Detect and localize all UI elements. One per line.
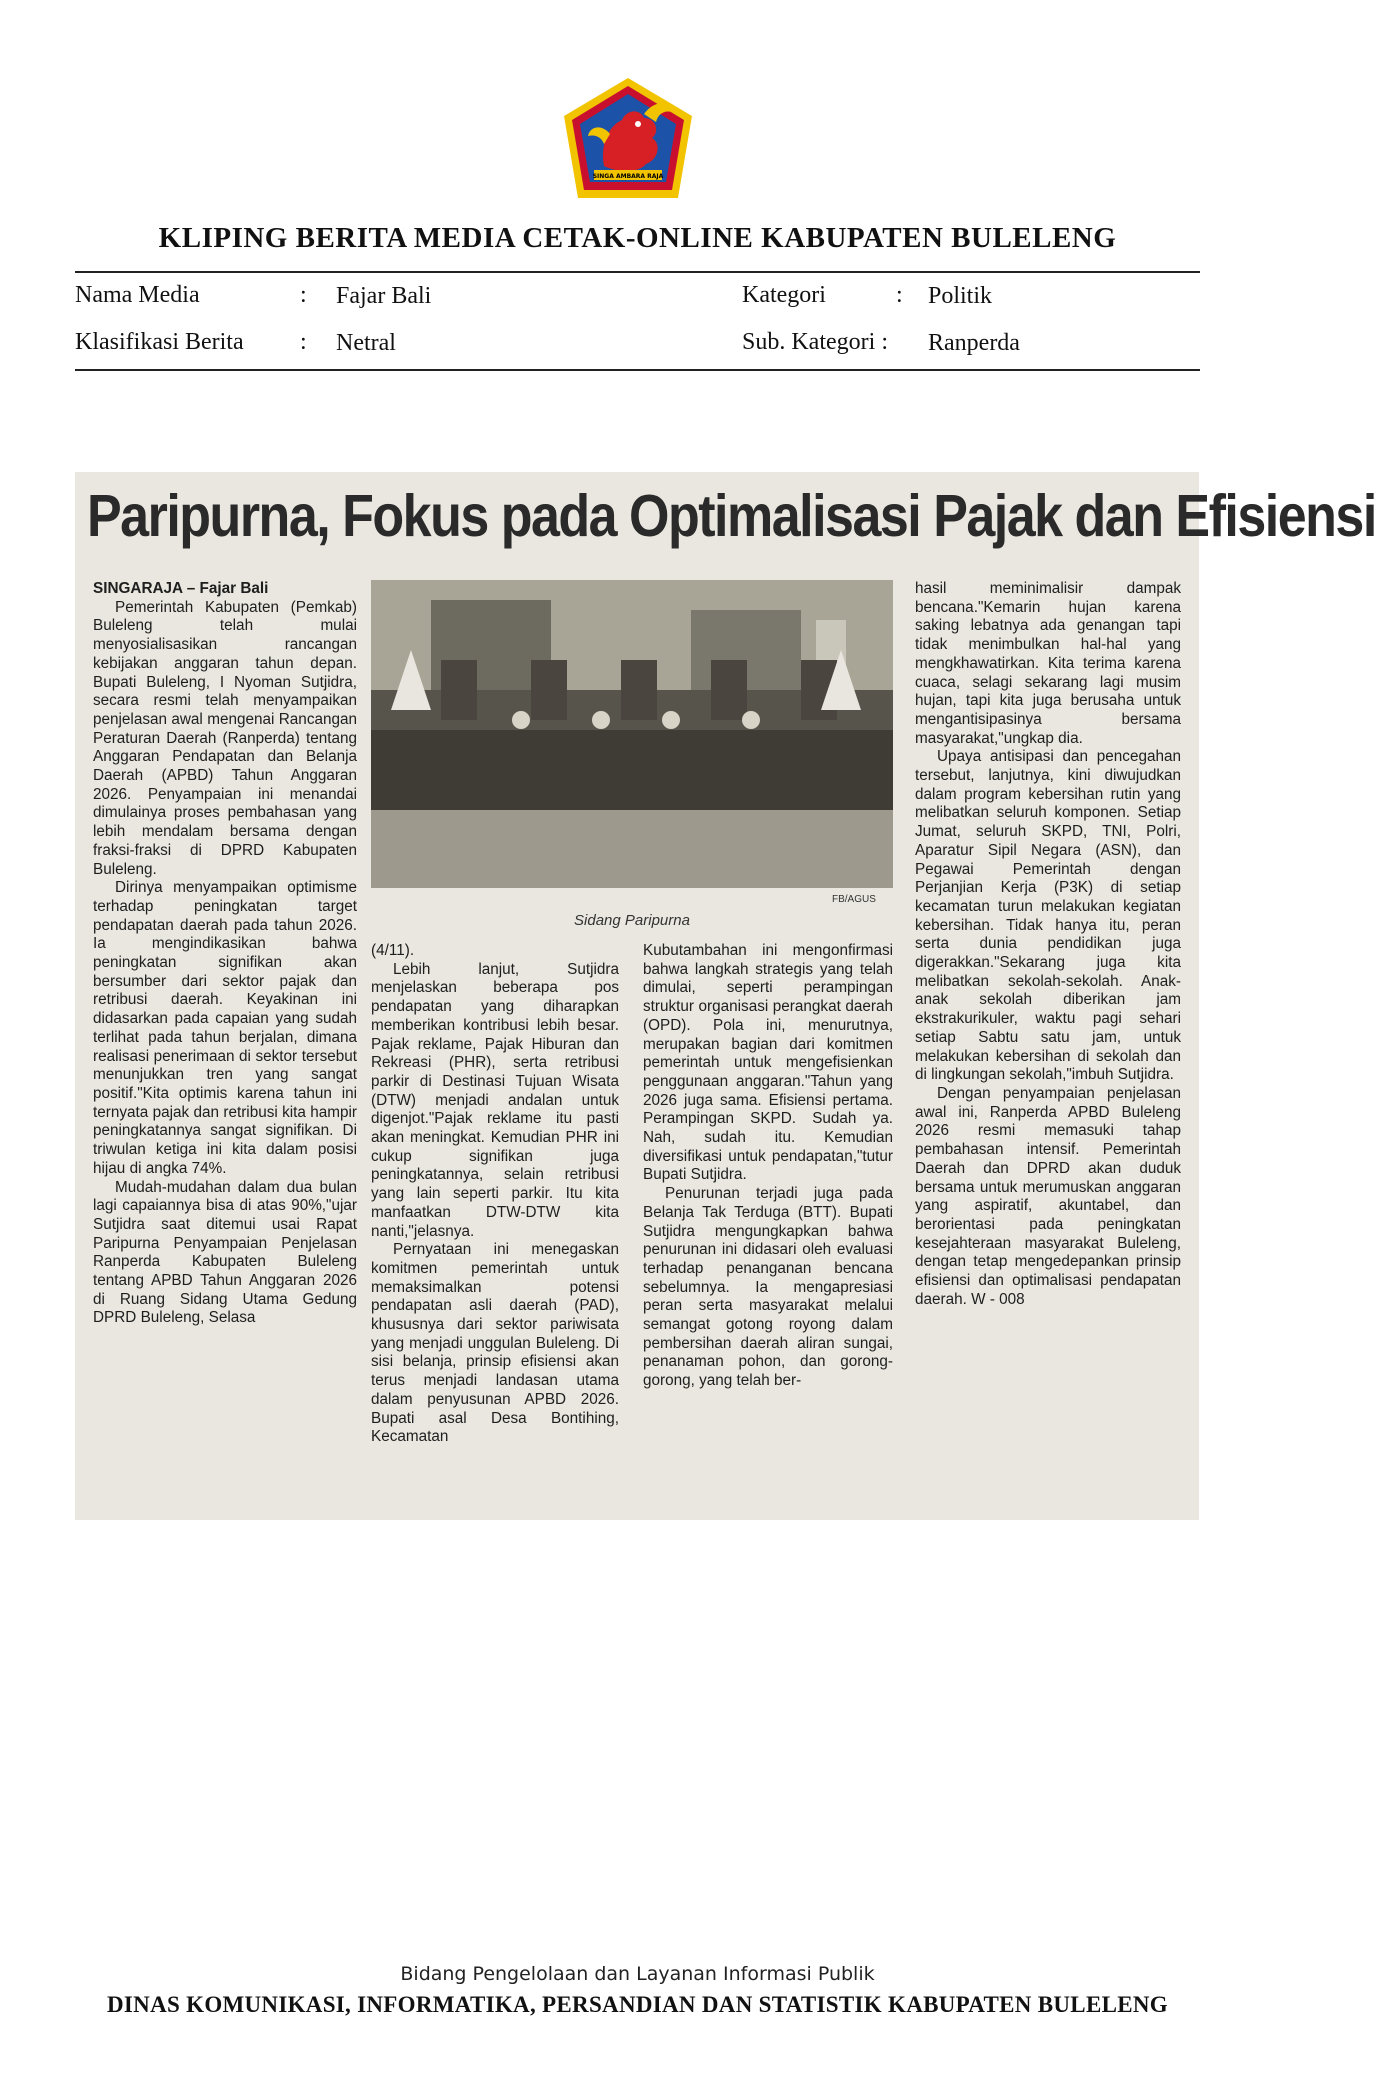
footer-department: Bidang Pengelolaan dan Layanan Informasi Publik (400, 1963, 875, 1985)
bottom-divider (75, 369, 1200, 371)
singa-ambara-raja-logo-icon (560, 74, 696, 204)
article-paragraph: Kubutambahan ini mengonfirmasi bahwa langkah strategis yang telah dimulai, seperti perampingan struktur organisasi perangkat daerah (OPD). Pola ini, menurutnya, merupakan bagian dari komitmen pemerintah untuk mengefisienkan penggunaan anggaran."Tahun yang 2026 juga sama. Efisiensi pertama. Perampingan SKPD. Sudah ya. Nah, sudah itu. Kemudian diversifikasi untuk pendapatan,"tutur Bupati Sutjidra. (643, 942, 893, 1184)
photo-caption: Sidang Paripurna (574, 912, 690, 929)
article-paragraph: Pernyataan ini menegaskan komitmen pemerintah untuk memaksimalkan potensi pendapatan asli daerah (PAD), khususnya dari sektor pariwisata yang menjadi unggulan Buleleng. Di sisi belanja, prinsip efisiensi akan terus menjadi landasan utama dalam penyusunan APBD 2026. Bupati asal Desa Bontihing, Kecamatan (371, 1241, 619, 1446)
nama-media-colon: : (300, 282, 307, 308)
top-divider (75, 271, 1200, 273)
nama-media-label: Nama Media (75, 282, 200, 308)
article-column-1 (93, 580, 357, 1328)
kategori-colon: : (896, 282, 903, 308)
article-paragraph: Lebih lanjut, Sutjidra menjelaskan beberapa pos pendapatan yang diharapkan memberikan kontribusi lebih besar. Pajak reklame, Pajak Hiburan dan Rekreasi (PHR), serta retribusi parkir di Destinasi Tujuan Wisata (DTW) menjadi andalan untuk digenjot."Pajak reklame itu pasti akan meningkat. Kemudian PHR ini cukup signifikan juga peningkatannya, selain retribusi yang lain seperti parkir. Itu kita manfaatkan DTW-DTW kita nanti,"jelasnya. (371, 960, 619, 1240)
klasifikasi-colon: : (300, 329, 307, 355)
article-column-2 (371, 942, 619, 1447)
kategori-value: Politik (928, 283, 993, 309)
article-paragraph: Mudah-mudahan dalam dua bulan lagi capaiannya bisa di atas 90%,"ujar Sutjidra saat ditemui usai Rapat Paripurna Penyampaian Penjelasan Ranperda Kabupaten Buleleng tentang APBD Tahun Anggaran 2026 di Ruang Sidang Utama Gedung DPRD Buleleng, Selasa (93, 1178, 357, 1327)
klasifikasi-value: Netral (336, 330, 396, 356)
subkategori-label: Sub. Kategori : (742, 329, 888, 355)
news-photo (371, 580, 893, 888)
photo-credit: FB/AGUS (832, 894, 876, 905)
article-column-3 (643, 942, 893, 1391)
article-paragraph: (4/11). (371, 942, 415, 959)
subkategori-value: Ranperda (928, 330, 1020, 356)
article-paragraph: Dirinya menyampaikan optimisme terhadap peningkatan target pendapatan daerah pada tahun 2026. Ia mengindikasikan bahwa peningkatan signifikan akan bersumber dari sektor pajak dan retribusi daerah. Keyakinan ini didasarkan pada capaian yang sudah terlihat pada tahun berjalan, dimana realisasi penerimaan di sektor tersebut menunjukkan tren yang sangat positif."Kita optimis karena tahun ini ternyata pajak dan retribusi kita hampir peningkatannya sangat signifikan. Di triwulan ketiga ini kita dalam posisi hijau di angka 74%. (93, 879, 357, 1177)
article-paragraph: Penurunan terjadi juga pada Belanja Tak Terduga (BTT). Bupati Sutjidra mengungkapkan bahwa penurunan ini didasari oleh evaluasi terhadap penanganan bencana sebelumnya. Ia mengapresiasi peran serta masyarakat melalui semangat gotong royong dalam pembersihan daerah aliran sungai, penanaman pohon, dan gorong-gorong, yang telah ber- (643, 1185, 893, 1390)
footer-agency: DINAS KOMUNIKASI, INFORMATIKA, PERSANDIAN DAN STATISTIK KABUPATEN BULELENG (107, 1992, 1168, 2017)
page-title: KLIPING BERITA MEDIA CETAK-ONLINE KABUPATEN BULELENG (158, 222, 1117, 254)
article-dateline: SINGARAJA – Fajar Bali (93, 580, 269, 597)
logo-text: SINGA AMBARA RAJA (592, 173, 664, 180)
article-paragraph: Dengan penyampaian penjelasan awal ini, Ranperda APBD Buleleng 2026 resmi memasuki tahap pembahasan intensif. Pemerintah Daerah dan DPRD akan duduk bersama untuk merumuskan anggaran yang aspiratif, akuntabel, dan berorientasi pada peningkatan kesejahteraan masyarakat Buleleng, dengan tetap mengedepankan prinsip efisiensi dan optimalisasi pendapatan daerah. W - 008 (915, 1084, 1181, 1308)
kategori-label: Kategori (742, 282, 826, 308)
klasifikasi-label: Klasifikasi Berita (75, 329, 244, 355)
article-column-4 (915, 580, 1181, 1309)
nama-media-value: Fajar Bali (336, 283, 432, 309)
article-paragraph: Upaya antisipasi dan pencegahan tersebut, lanjutnya, kini diwujudkan dalam program kebersihan rutin yang melibatkan seluruh komponen. Setiap Jumat, seluruh SKPD, TNI, Polri, Aparatur Sipil Negara (ASN), dan Pegawai Pemerintah dengan Perjanjian Kerja (P3K) di setiap kecamatan turun melakukan kegiatan kebersihan. Tidak hanya itu, peran serta dunia pendidikan juga digerakkan."Sekarang juga kita melibatkan sekolah-sekolah. Anak-anak sekolah diberikan jam ekstrakurikuler, waktu pagi sehari setiap Sabtu satu jam, untuk melakukan kebersihan di sekolah dan di lingkungan sekolah,"imbuh Sutjidra. (915, 748, 1181, 1084)
article-paragraph: hasil meminimalisir dampak bencana."Kemarin hujan karena saking lebatnya ada genangan tapi tidak menimbulkan hal-hal yang mengkhawatirkan. Kita terima karena cuaca, selagi sekarang lagi musim hujan, tapi kita juga berusaha untuk mengantisipasinya bersama masyarakat,"ungkap dia. (915, 580, 1181, 747)
article-headline: Paripurna, Fokus pada Optimalisasi Pajak dan Efisiensi (87, 483, 1376, 550)
article-paragraph: Pemerintah Kabupaten (Pemkab) Buleleng telah mulai menyosialisasikan rancangan kebijakan anggaran tahun depan. Bupati Buleleng, I Nyoman Sutjidra, secara resmi telah menyampaikan penjelasan awal mengenai Rancangan Peraturan Daerah (Ranperda) tentang Anggaran Pendapatan dan Belanja Daerah (APBD) Tahun Anggaran 2026. Penyampaian ini menandai dimulainya proses pembahasan yang lebih mendalam bersama dengan fraksi-fraksi di DPRD Kabupaten Buleleng. (93, 598, 357, 878)
newspaper-clipping (75, 472, 1376, 1520)
